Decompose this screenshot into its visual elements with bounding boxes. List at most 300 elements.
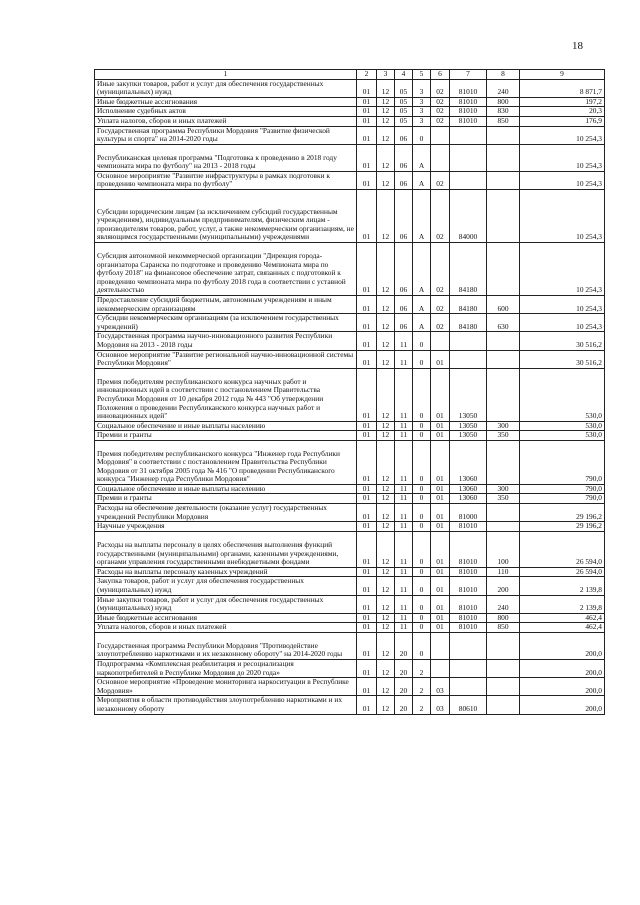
table-row [95,531,605,567]
row-code [487,171,520,189]
row-code: 0 [413,567,431,577]
row-code: 0 [413,633,431,660]
row-code: 01 [357,595,377,613]
table-row [95,484,605,494]
row-code: 12 [377,171,395,189]
table-row [95,421,605,431]
row-code: 12 [377,314,395,332]
row-description: Премии и гранты [95,431,357,441]
row-amount: 790,0 [520,484,605,494]
row-code: 11 [395,494,413,504]
row-code: 20 [395,660,413,678]
row-code: 630 [487,314,520,332]
row-code [487,440,520,484]
row-code: 02 [431,314,450,332]
row-amount: 790,0 [520,494,605,504]
column-header: 8 [487,70,520,80]
row-code: 01 [431,431,450,441]
row-code: 12 [377,144,395,171]
row-code: 13050 [450,421,487,431]
row-code: 11 [395,431,413,441]
row-code: 12 [377,126,395,144]
row-code: 11 [395,595,413,613]
row-amount: 2 139,8 [520,595,605,613]
row-code: 0 [413,484,431,494]
row-code: 0 [413,494,431,504]
row-code [431,633,450,660]
row-amount: 197,2 [520,97,605,107]
column-header: 7 [450,70,487,80]
row-amount: 200,0 [520,678,605,696]
row-code: 01 [357,314,377,332]
table-row [95,126,605,144]
row-code: 01 [357,431,377,441]
row-code: 01 [357,623,377,633]
table-row [95,504,605,522]
row-code: 800 [487,97,520,107]
row-amount: 2 139,8 [520,577,605,595]
row-code: 3 [413,97,431,107]
row-code: 06 [395,144,413,171]
row-amount: 530,0 [520,368,605,421]
row-code: 01 [357,440,377,484]
row-code: 01 [357,522,377,532]
row-code: 12 [377,332,395,350]
row-code [450,126,487,144]
row-code: 01 [357,577,377,595]
row-code: 0 [413,440,431,484]
row-description: Иные бюджетные ассигнования [95,97,357,107]
row-code: 01 [431,613,450,623]
row-amount: 200,0 [520,633,605,660]
row-code: 02 [431,107,450,117]
row-code: 01 [431,577,450,595]
row-code: 81010 [450,567,487,577]
row-code: 0 [413,577,431,595]
row-code: 01 [357,332,377,350]
row-code [487,522,520,532]
row-code: 12 [377,504,395,522]
row-code: 01 [431,623,450,633]
row-code: 81010 [450,577,487,595]
row-description: Государственная программа научно-инновационного развития Республики Мордовия на 2013 - 2018 годы [95,332,357,350]
row-code: 12 [377,189,395,242]
column-header: 6 [431,70,450,80]
row-description: Премия победителям республиканского конкурса научных работ и инновационных идей в соответствии с постановлением Правительства Республики Мордовия от 10 декабря 2012 года № 443 "Об утверждении Положения о проведении Республиканского конкурса научных работ и инновационных идей" [95,368,357,421]
row-code: 0 [413,368,431,421]
row-code: 2 [413,660,431,678]
row-code: 830 [487,107,520,117]
row-description: Расходы на обеспечение деятельности (оказание услуг) государственных учреждений Республики Мордовия [95,504,357,522]
row-code: 350 [487,431,520,441]
row-code: 01 [431,421,450,431]
row-code [450,678,487,696]
table-row [95,189,605,242]
row-code: 12 [377,623,395,633]
row-code: 06 [395,295,413,313]
table-row [95,332,605,350]
row-code: 01 [357,613,377,623]
row-code [487,126,520,144]
table-row [95,79,605,97]
row-code: 01 [357,116,377,126]
row-amount: 29 196,2 [520,522,605,532]
row-code: 01 [357,696,377,714]
column-header: 3 [377,70,395,80]
row-description: Государственная программа Республики Мордовия "Развитие физической культуры и спорта" на 2014-2020 годы [95,126,357,144]
row-code [431,126,450,144]
row-description: Закупка товаров, работ и услуг для обеспечения государственных (муниципальных) нужд [95,577,357,595]
row-code: 11 [395,567,413,577]
row-code: А [413,242,431,295]
row-code [431,144,450,171]
row-description: Субсидии юридическим лицам (за исключением субсидий государственным учреждениям), индивидуальным предпринимателям, физическим лицам - производителям товаров, работ, услуг, а также некоммерческим организациям, не являющимся государственными (муниципальными) учреждениями [95,189,357,242]
row-code: 12 [377,567,395,577]
row-code: 01 [431,522,450,532]
row-code: 0 [413,431,431,441]
row-code: 200 [487,577,520,595]
table-row [95,116,605,126]
row-code: 12 [377,678,395,696]
row-amount: 10 254,3 [520,314,605,332]
row-code: 20 [395,678,413,696]
row-code: 0 [413,504,431,522]
row-code: 300 [487,421,520,431]
table-row [95,171,605,189]
page-number: 18 [572,40,583,52]
column-header: 9 [520,70,605,80]
row-code: 12 [377,97,395,107]
row-amount: 8 871,7 [520,79,605,97]
row-amount: 10 254,3 [520,126,605,144]
row-code: 01 [357,79,377,97]
row-code: 01 [431,440,450,484]
row-code: 12 [377,696,395,714]
row-code: 11 [395,577,413,595]
row-code: 13060 [450,484,487,494]
row-code: 0 [413,522,431,532]
row-code: 84180 [450,314,487,332]
row-description: Научные учреждения [95,522,357,532]
row-amount: 200,0 [520,660,605,678]
row-code: 01 [357,97,377,107]
row-code: 01 [357,368,377,421]
row-code: 11 [395,421,413,431]
row-amount: 10 254,3 [520,144,605,171]
row-code: А [413,144,431,171]
row-amount: 26 594,0 [520,567,605,577]
row-code: 11 [395,623,413,633]
row-code: 02 [431,79,450,97]
row-code: 81010 [450,613,487,623]
row-code: 12 [377,107,395,117]
row-code: 01 [357,126,377,144]
row-code [450,144,487,171]
row-code: 850 [487,116,520,126]
row-code: 02 [431,295,450,313]
row-code: А [413,171,431,189]
row-amount: 176,9 [520,116,605,126]
table-row [95,431,605,441]
row-code: А [413,295,431,313]
row-description: Государственная программа Республики Мордовия "Противодействие злоупотреблению наркотиками и их незаконному обороту" на 2014-2020 годы [95,633,357,660]
row-amount: 29 196,2 [520,504,605,522]
row-code: 11 [395,368,413,421]
table-row [95,577,605,595]
row-code: 12 [377,79,395,97]
row-code: 01 [431,504,450,522]
row-code: 03 [431,678,450,696]
row-code: 0 [413,332,431,350]
row-amount: 10 254,3 [520,171,605,189]
row-code: 01 [357,350,377,368]
row-code: 2 [413,696,431,714]
row-amount: 200,0 [520,696,605,714]
row-code: 01 [357,242,377,295]
column-header: 4 [395,70,413,80]
row-amount: 462,4 [520,623,605,633]
table-row [95,350,605,368]
row-code: 81010 [450,116,487,126]
row-code: 0 [413,595,431,613]
row-code: 05 [395,79,413,97]
row-code: 110 [487,567,520,577]
row-code: 0 [413,350,431,368]
row-code: А [413,189,431,242]
row-code: 01 [357,189,377,242]
row-code: 800 [487,613,520,623]
row-code: 12 [377,440,395,484]
row-code: 20 [395,633,413,660]
row-code: 02 [431,242,450,295]
row-description: Основное мероприятие "Развитие региональной научно-инновационной системы Республики Мордовия" [95,350,357,368]
row-code: 11 [395,613,413,623]
row-code: 81010 [450,522,487,532]
table-row [95,678,605,696]
row-code: 01 [431,484,450,494]
row-code: 12 [377,116,395,126]
row-code: 06 [395,126,413,144]
row-code: 81010 [450,97,487,107]
table-row [95,595,605,613]
row-description: Субсидия автономной некоммерческой организации "Дирекция города-организатора Саранска по подготовке и проведению Чемпионата мира по футболу 2018" на финансовое обеспечение затрат, связанных с подготовкой к проведению чемпионата мира по футболу 2018 года в соответствии с уставной деятельностью [95,242,357,295]
row-code: 01 [357,484,377,494]
row-code: 12 [377,421,395,431]
row-code: 01 [357,504,377,522]
row-code: 01 [357,421,377,431]
table-header-row [95,70,605,80]
row-code: 06 [395,314,413,332]
row-code: 81010 [450,79,487,97]
row-code: 01 [357,295,377,313]
row-code: 0 [413,421,431,431]
row-code [487,350,520,368]
row-code: 12 [377,613,395,623]
row-code: 02 [431,97,450,107]
row-code: 06 [395,242,413,295]
row-code: 81010 [450,623,487,633]
row-code: 3 [413,79,431,97]
row-description: Иные закупки товаров, работ и услуг для обеспечения государственных (муниципальных) нужд [95,79,357,97]
row-amount: 462,4 [520,613,605,623]
row-code [450,171,487,189]
row-code: 01 [357,144,377,171]
row-code: 11 [395,504,413,522]
row-description: Уплата налогов, сборов и иных платежей [95,623,357,633]
row-code [487,368,520,421]
row-code: 01 [357,531,377,567]
row-code: 350 [487,494,520,504]
row-code: 02 [431,171,450,189]
column-header: 5 [413,70,431,80]
row-code: 12 [377,295,395,313]
row-code: 81000 [450,504,487,522]
row-code: 11 [395,484,413,494]
row-code [450,332,487,350]
row-description: Социальное обеспечение и иные выплаты населению [95,484,357,494]
table-row [95,314,605,332]
row-code: 12 [377,350,395,368]
row-code: 81010 [450,531,487,567]
row-description: Премии и гранты [95,494,357,504]
row-code: 01 [357,171,377,189]
table-row [95,623,605,633]
row-code: 06 [395,189,413,242]
row-code [487,678,520,696]
row-code: 240 [487,79,520,97]
row-code: 05 [395,97,413,107]
row-code: А [413,314,431,332]
row-code: 01 [431,494,450,504]
row-code [487,189,520,242]
row-code [487,660,520,678]
row-description: Предоставление субсидий бюджетным, автономным учреждениям и иным некоммерческим организациям [95,295,357,313]
row-code: 01 [357,107,377,117]
row-code: 11 [395,350,413,368]
row-code: 600 [487,295,520,313]
row-code: 02 [431,116,450,126]
row-code: 12 [377,494,395,504]
column-header: 2 [357,70,377,80]
row-amount: 20,3 [520,107,605,117]
row-code [450,633,487,660]
row-amount: 10 254,3 [520,189,605,242]
row-description: Субсидии некоммерческим организациям (за исключением государственных учреждений) [95,314,357,332]
row-amount: 530,0 [520,431,605,441]
row-description: Иные бюджетные ассигнования [95,613,357,623]
row-code: 2 [413,678,431,696]
table-row [95,368,605,421]
row-description: Мероприятия в области противодействия злоупотреблению наркотиками и их незаконному обороту [95,696,357,714]
row-code: 11 [395,440,413,484]
row-code: 03 [431,696,450,714]
row-code [487,144,520,171]
table-row [95,522,605,532]
row-description: Премия победителям республиканского конкурса "Инженер года Республики Мордовия" в соответствии с постановлением Правительства Республики Мордовия от 31 октября 2005 года № 416 "О проведении Республиканского конкурса "Инженер года Республики Мордовия" [95,440,357,484]
row-description: Иные закупки товаров, работ и услуг для обеспечения государственных (муниципальных) нужд [95,595,357,613]
row-description: Подпрограмма «Комплексная реабилитация и ресоциализация наркопотребителей в Республике Мордовия до 2020 года» [95,660,357,678]
row-code: 12 [377,595,395,613]
table-row [95,660,605,678]
row-description: Основное мероприятие "Развитие инфраструктуры в рамках подготовки к проведению чемпионата мира по футболу" [95,171,357,189]
row-code: 20 [395,696,413,714]
row-amount: 790,0 [520,440,605,484]
budget-table [94,69,605,715]
row-code: 12 [377,242,395,295]
row-code: 05 [395,107,413,117]
row-code: 0 [413,126,431,144]
column-header: 1 [95,70,357,80]
row-code: 11 [395,522,413,532]
table-row [95,440,605,484]
row-code: 01 [431,595,450,613]
row-code: 12 [377,577,395,595]
row-code: 12 [377,431,395,441]
row-code: 01 [357,633,377,660]
row-amount: 10 254,3 [520,242,605,295]
row-code: 84000 [450,189,487,242]
row-code: 240 [487,595,520,613]
row-code: 13050 [450,368,487,421]
row-amount: 26 594,0 [520,531,605,567]
table-row [95,242,605,295]
row-code [487,633,520,660]
row-description: Расходы на выплаты персоналу казенных учреждений [95,567,357,577]
row-code: 300 [487,484,520,494]
row-code: 01 [357,494,377,504]
row-code: 13060 [450,440,487,484]
row-code: 01 [431,368,450,421]
row-code: 81010 [450,107,487,117]
row-amount: 30 516,2 [520,350,605,368]
row-code: 80610 [450,696,487,714]
row-amount: 10 254,3 [520,295,605,313]
row-code [431,660,450,678]
row-code: 01 [431,350,450,368]
row-code: 01 [357,567,377,577]
row-code [487,242,520,295]
row-code: 13050 [450,431,487,441]
row-code: 12 [377,660,395,678]
row-code: 01 [431,531,450,567]
row-code [431,332,450,350]
row-description: Расходы на выплаты персоналу в целях обеспечения выполнения функций государственными (муниципальными) органами, казенными учреждениями, органами управления государственными внебюджетными фондами [95,531,357,567]
row-description: Социальное обеспечение и иные выплаты населению [95,421,357,431]
row-code [487,504,520,522]
row-code: 0 [413,531,431,567]
row-code: 12 [377,368,395,421]
row-code: 02 [431,189,450,242]
row-code [450,660,487,678]
row-code [487,332,520,350]
row-code: 0 [413,623,431,633]
row-code: 850 [487,623,520,633]
table-row [95,144,605,171]
row-code: 11 [395,332,413,350]
row-code: 0 [413,613,431,623]
row-description: Исполнение судебных актов [95,107,357,117]
table-row [95,295,605,313]
row-code: 11 [395,531,413,567]
row-description: Уплата налогов, сборов и иных платежей [95,116,357,126]
row-code: 12 [377,522,395,532]
row-description: Основное мероприятие «Проведение мониторинга наркоситуации в Республике Мордовия» [95,678,357,696]
row-code: 01 [357,660,377,678]
row-code: 12 [377,484,395,494]
row-code: 81010 [450,595,487,613]
row-code: 3 [413,116,431,126]
row-code: 01 [357,678,377,696]
